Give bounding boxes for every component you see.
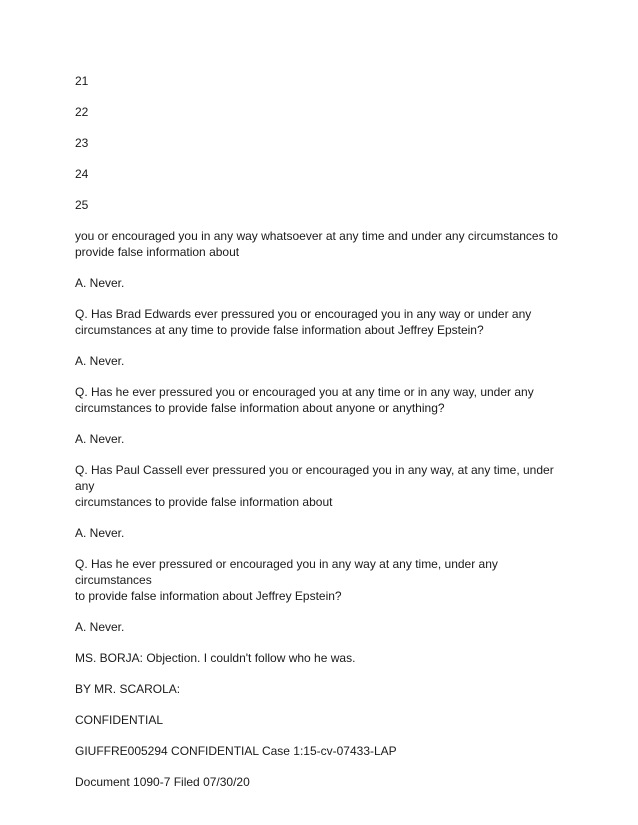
answer-paragraph bbox=[75, 353, 565, 369]
transcript-content bbox=[75, 73, 565, 805]
bates-case-line bbox=[75, 743, 565, 759]
paragraph-line: A. Never. bbox=[75, 432, 125, 446]
question-paragraph bbox=[75, 462, 565, 510]
paragraph-line: GIUFFRE005294 CONFIDENTIAL Case 1:15-cv-07433-LAP bbox=[75, 744, 397, 758]
answer-paragraph bbox=[75, 431, 565, 447]
answer-paragraph bbox=[75, 275, 565, 291]
paragraph-line: Document 1090-7 Filed 07/30/20 bbox=[75, 775, 250, 789]
paragraph-line: A. Never. bbox=[75, 354, 125, 368]
line-number: 23 bbox=[75, 136, 89, 150]
line-number: 21 bbox=[75, 74, 89, 88]
paragraph-line: A. Never. bbox=[75, 276, 125, 290]
paragraph-line: A. Never. bbox=[75, 620, 125, 634]
paragraph-line: provide false information about bbox=[75, 245, 240, 259]
answer-paragraph bbox=[75, 525, 565, 541]
line-number: 22 bbox=[75, 105, 89, 119]
paragraph-line: BY MR. SCAROLA: bbox=[75, 682, 181, 696]
confidential-label bbox=[75, 712, 565, 728]
line-number: 24 bbox=[75, 167, 89, 181]
paragraph-line: circumstances at any time to provide false information about Jeffrey Epstein? bbox=[75, 323, 484, 337]
question-paragraph bbox=[75, 306, 565, 338]
paragraph-line: circumstances to provide false information about anyone or anything? bbox=[75, 401, 445, 415]
question-paragraph bbox=[75, 384, 565, 416]
paragraph-line: MS. BORJA: Objection. I couldn't follow who he was. bbox=[75, 651, 356, 665]
paragraph-line: A. Never. bbox=[75, 526, 125, 540]
line-number: 25 bbox=[75, 198, 89, 212]
paragraph-line: Q. Has Brad Edwards ever pressured you or encouraged you in any way or under any bbox=[75, 307, 532, 321]
paragraph-line: Q. Has he ever pressured you or encouraged you at any time or in any way, under any bbox=[75, 385, 534, 399]
paragraph-line: CONFIDENTIAL bbox=[75, 713, 164, 727]
paragraph-line: to provide false information about Jeffrey Epstein? bbox=[75, 589, 342, 603]
objection-paragraph bbox=[75, 650, 565, 666]
question-paragraph bbox=[75, 556, 565, 604]
paragraph-line: you or encouraged you in any way whatsoever at any time and under any circumstances to bbox=[75, 229, 558, 243]
paragraph-line: Q. Has Paul Cassell ever pressured you or encouraged you in any way, at any time, under any bbox=[75, 463, 554, 493]
document-filed-line bbox=[75, 774, 565, 790]
examiner-heading bbox=[75, 681, 565, 697]
paragraph-line: Q. Has he ever pressured or encouraged you in any way at any time, under any circumstances bbox=[75, 557, 498, 587]
paragraph-line: circumstances to provide false information about bbox=[75, 495, 333, 509]
transcript-paragraph bbox=[75, 228, 565, 260]
answer-paragraph bbox=[75, 619, 565, 635]
